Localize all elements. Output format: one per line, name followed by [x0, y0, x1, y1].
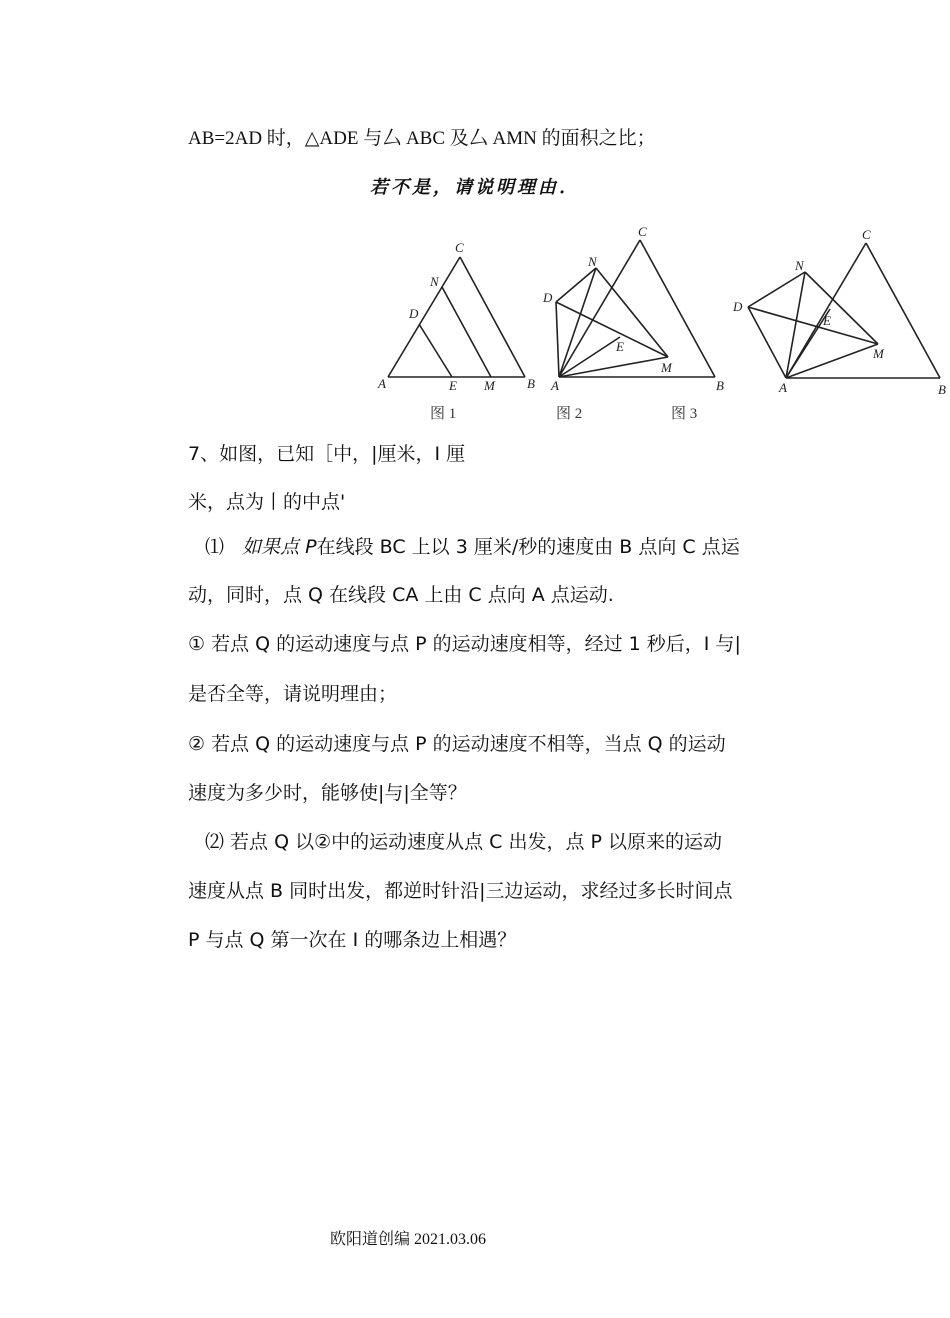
fig3-label-d: D — [733, 299, 743, 314]
fig2-label-c: C — [638, 224, 647, 239]
part1-line-2: 动，同时，点 Q 在线段 CA 上由 C 点向 A 点运动. — [188, 584, 614, 606]
fig1-label-e: E — [449, 378, 457, 393]
fig1-label-b: B — [527, 376, 535, 391]
fig2-label-d: D — [543, 290, 553, 305]
fig1-label-n: N — [430, 274, 439, 289]
fig3-label-c: C — [862, 227, 871, 242]
part1-line-1 — [205, 535, 740, 559]
part1-number: ⑴ — [205, 536, 225, 558]
geometry-figures — [0, 0, 950, 420]
fig1-label-a: A — [378, 376, 386, 391]
figure-1 — [377, 240, 535, 393]
fig1-label-d: D — [409, 306, 419, 321]
fig3-caption: 图 3 — [671, 406, 698, 422]
question1-line-1: ① 若点 Q 的运动速度与点 P 的运动速度相等，经过 1 秒后，I 与| — [188, 633, 741, 655]
top-line: AB=2AD 时，△ADE 与厶 ABC 及厶 AMN 的面积之比； — [188, 128, 656, 149]
fig2-label-b: B — [716, 378, 724, 393]
fig2-label-n: N — [588, 254, 597, 269]
fig3-label-m: M — [873, 346, 884, 361]
fig2-label-e: E — [616, 339, 624, 354]
fig2-label-m: M — [661, 360, 672, 375]
question2-line-1: ② 若点 Q 的运动速度与点 P 的运动速度不相等，当点 Q 的运动 — [188, 733, 726, 755]
part2-line-2: 速度从点 B 同时出发，都逆时针沿|三边运动，求经过多长时间点 — [188, 880, 733, 902]
fig2-label-a: A — [551, 378, 559, 393]
part2-line-1: ⑵ 若点 Q 以②中的运动速度从点 C 出发，点 P 以原来的运动 — [205, 831, 722, 853]
part1-rest: 在线段 BC 上以 3 厘米/秒的速度由 B 点向 C 点运 — [316, 536, 740, 558]
fig3-label-a: A — [779, 380, 787, 395]
problem-line-1: 7、如图，已知［中，|厘米，I 厘 — [188, 443, 466, 465]
figure-2 — [542, 224, 724, 393]
fig2-caption: 图 2 — [556, 406, 583, 422]
part2-line-3: P 与点 Q 第一次在 I 的哪条边上相遇？ — [188, 929, 517, 951]
fig1-caption: 图 1 — [430, 406, 457, 422]
fig1-label-m: M — [484, 378, 495, 393]
footer-credit: 欧阳道创编 2021.03.06 — [330, 1231, 487, 1248]
question1-line-2: 是否全等，请说明理由； — [188, 683, 398, 705]
part1-italic: 如果点 P — [242, 536, 317, 558]
fig3-label-e: E — [823, 313, 831, 328]
fig3-label-b: B — [938, 382, 946, 397]
question2-line-2: 速度为多少时，能够使|与|全等？ — [188, 782, 467, 804]
fig3-label-n: N — [795, 258, 804, 273]
bold-caption: 若不是，请说明理由． — [370, 177, 580, 198]
figure-3 — [732, 227, 946, 397]
problem-line-2: 米，点为丨的中点' — [188, 491, 346, 513]
fig1-label-c: C — [455, 240, 464, 255]
